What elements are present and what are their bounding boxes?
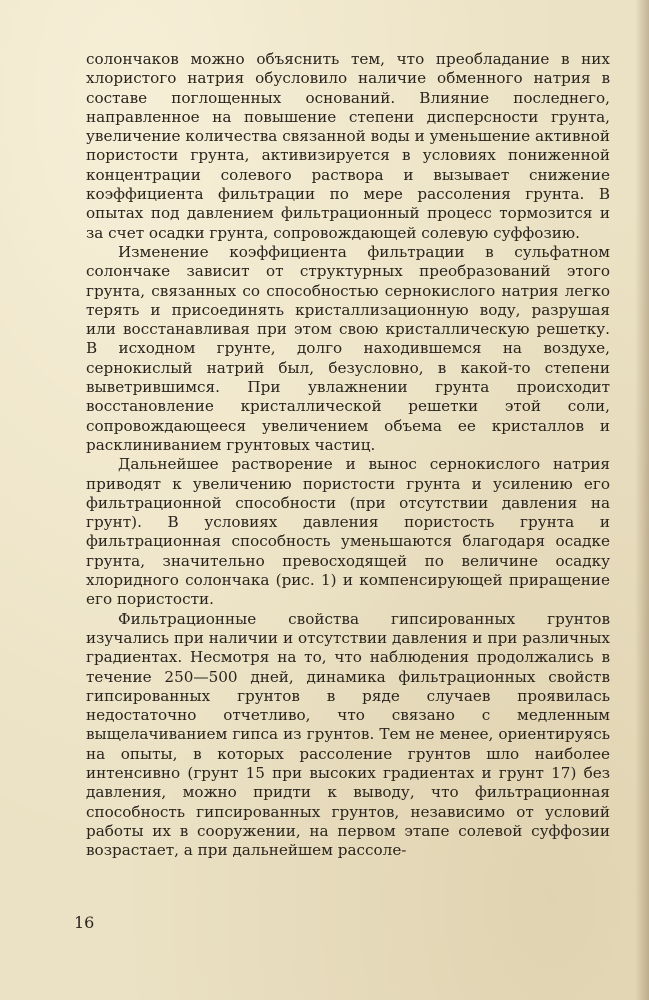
paragraph-4: Фильтрационные свойства гипсированных грунтов изучались при наличии и отсутствии давления и при различных градиентах. Несмотря на то, что наблюдения продолжались в течение 250—500 дней, динамика фильтрационных свойств гипсированных грунтов в ряде случаев проявилась недостаточно отчетливо, что связано с медленным выщелачиванием гипса из грунтов. Тем не менее, ориентируясь на опыты, в которых рассоление грунтов шло наиболее интенсивно (грунт 15 при высоких градиентах и грунт 17) без давления, можно придти к выводу, что фильтрационная способность гипсированных грунтов, независимо от условий работы их в сооружении, на первом этапе солевой суффозии возрастает, а при дальнейшем рассоле- <box>86 609 610 860</box>
page-number: 16 <box>74 913 95 932</box>
paragraph-2: Изменение коэффициента фильтрации в сульфатном солончаке зависит от структурных преобразований этого грунта, связанных со способностью сернокислого натрия легко терять и присоединять кристаллизационную воду, разрушая или восстанавливая при этом свою кристаллическую решетку. В исходном грунте, долго находившемся на воздухе, сернокислый натрий был, безусловно, в какой-то степени выветрившимся. При увлажнении грунта происходит восстановление кристаллической решетки этой соли, сопровождающееся увеличением объема ее кристаллов и расклиниванием грунтовых частиц. <box>86 242 610 454</box>
paragraph-1: солончаков можно объяснить тем, что преобладание в них хлористого натрия обусловило наличие обменного натрия в составе поглощенных оснований. Влияние последнего, направленное на повышение степени дисперсности грунта, увеличение количества связанной воды и уменьшение активной пористости грунта, активизируется в условиях пониженной концентрации солевого раствора и вызывает снижение коэффициента фильтрации по мере рассоления грунта. В опытах под давлением фильтрационный процесс тормозится и за счет осадки грунта, сопровождающей солевую суффозию. <box>86 50 610 242</box>
body-text <box>86 50 610 860</box>
paragraph-3: Дальнейшее растворение и вынос сернокислого натрия приводят к увеличению пористости грунта и усилению его фильтрационной способности (при отсутствии давления на грунт). В условиях давления пористость грунта и фильтрационная способность уменьшаются благодаря осадке грунта, значительно превосходящей по величине осадку хлоридного солончака (рис. 1) и компенсирующей приращение его пористости. <box>86 455 610 609</box>
